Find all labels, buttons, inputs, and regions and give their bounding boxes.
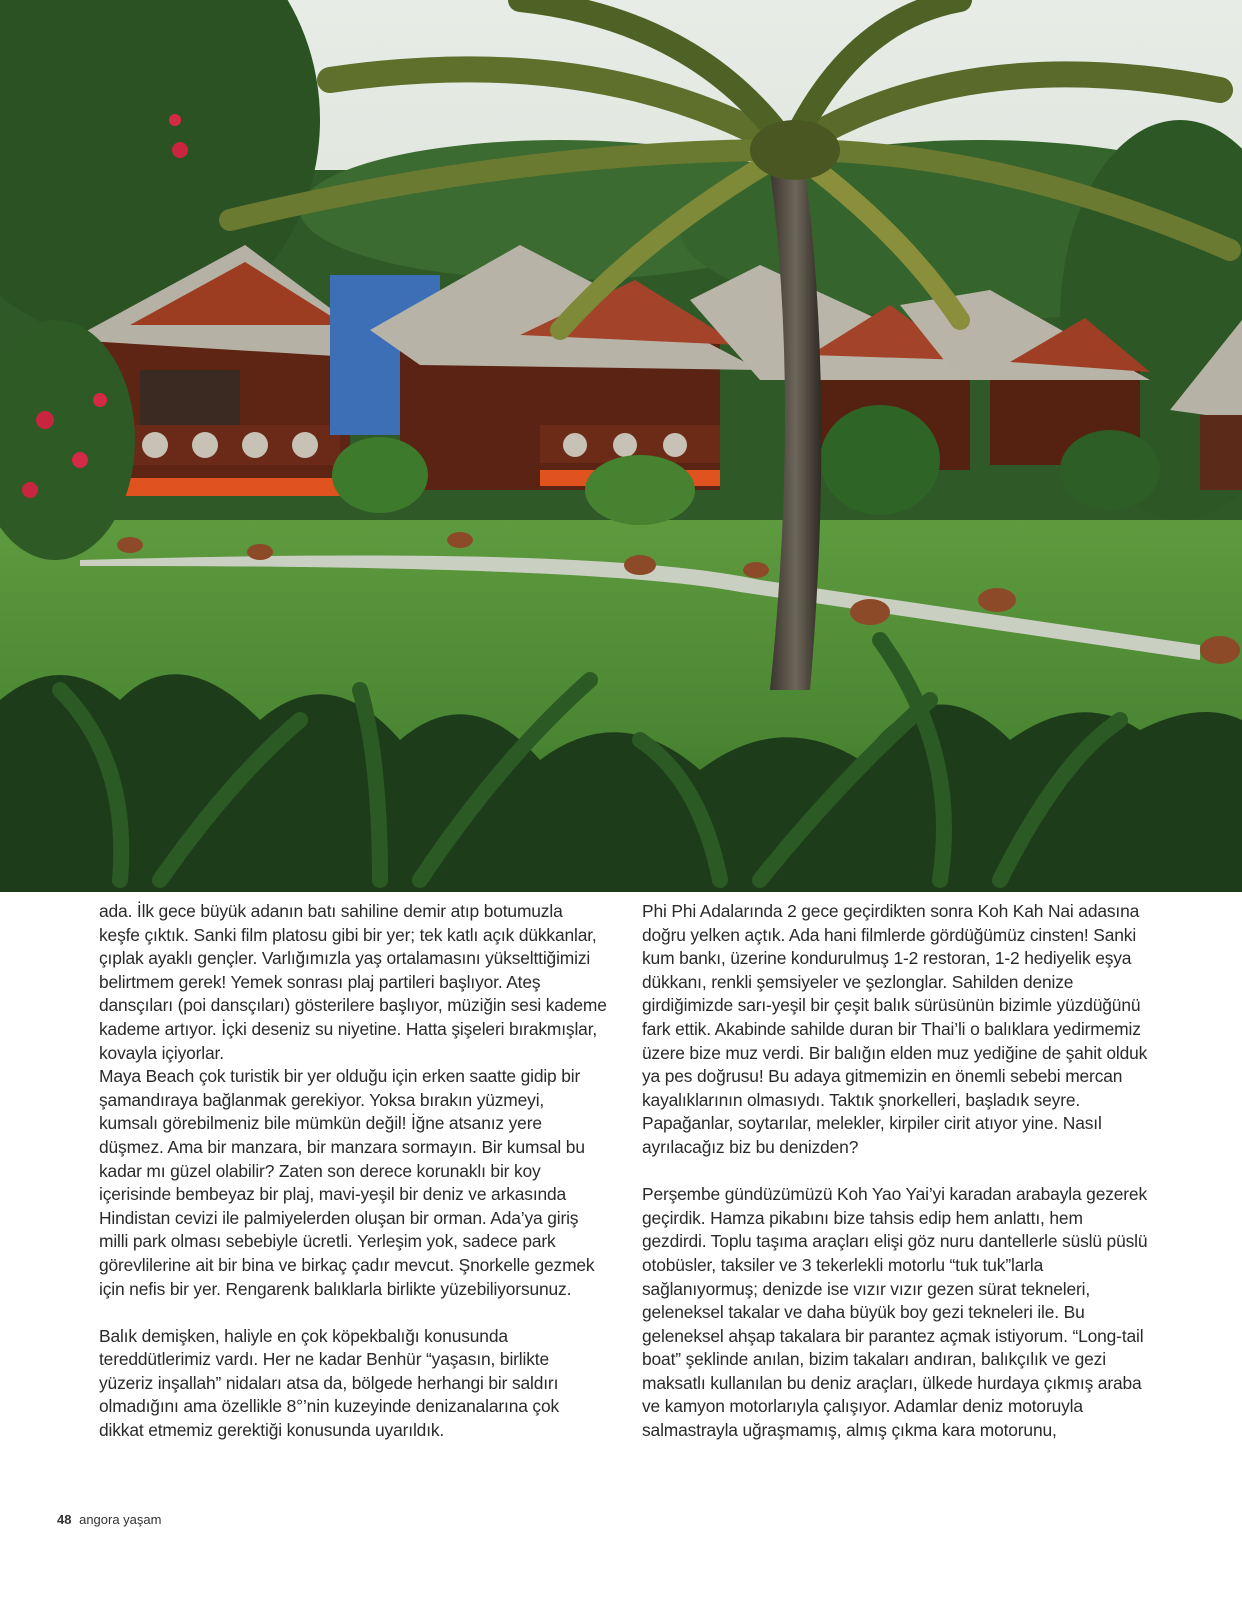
article-paragraph: Perşembe gündüzümüzü Koh Yao Yai’yi karadan arabayla gezerek geçirdik. Hamza pikabını bize tahsis edip hem anlattı, hem gezdirdi. Toplu taşıma araçları elişi göz nuru dantellerle süslü püslü otobüsler, taksiler ve 3 tekerlekli motorlu “tuk tuk”larla sağlanıyormuş; denizde ise vızır vızır gezen sürat tekneleri, geleneksel takalar ve daha büyük boy gezi tekneleri ile. Bu geleneksel ahşap takalara bir parantez açmak istiyorum. “Long-tail boat” şeklinde anılan, bizim takaları andıran, balıkçılık ve gezi maksatlı kullanılan bu deniz araçları, ülkede hurdaya çıkmış araba ve kamyon motorlarıyla çalışıyor. Adamlar deniz motoruyla salmastrayla uğraşmamış, almış çıkma kara motorunu, [642,1184,1148,1441]
article-paragraph: ada. İlk gece büyük adanın batı sahiline demir atıp botumuzla keşfe çıktık. Sanki film platosu gibi bir yer; tek katlı açık dükkanlar, çıplak ayaklı gençler. Varlığımızla yaş ortalamasını yükselttiğimizi belirtmem gerek! Yemek sonrası plaj partileri başlıyor. Ateş dansçıları (poi dansçıları) gösterilere başlıyor, müziğin sesi kademe kademe artıyor. İçki deseniz su niyetine. Hatta şişeleri bırakmışlar, kovayla içiyorlar. [99,901,607,1063]
page-footer [57,1512,161,1527]
article-paragraph: Balık demişken, haliyle en çok köpekbalığı konusunda tereddütlerimiz vardı. Her ne kadar Benhür “yaşasın, birlikte yüzeriz inşallah” nidaları atsa da, bölgede herhangi bir saldırı olmadığını ama özellikle 8°’nin kuzeyinde denizanalarına çok dikkat etmemiz gerektiği konusunda uyarıldık. [99,1325,560,1441]
article-column-left [99,900,607,1443]
article-paragraph: Phi Phi Adalarında 2 gece geçirdikten sonra Koh Kah Nai adasına doğru yelken açtık. Ada hani filmlerde gördüğümüz cinsten! Sanki kum bankı, üzerine kondurulmuş 1-2 restoran, 1-2 hediyelik eşya dükkanı, renkli şemsiyeler ve şezlonglar. Sahilden denize girdiğimizde sarı-yeşil bir çeşit balık sürüsünün bizimle yüzdüğünü fark ettik. Akabinde sahilde duran bir Thai’li o balıklara yedirmemiz üzere bize muz verdi. Bir balığın elden muz yediğine de şahit olduk ya pes doğrusu! Bu adaya gitmemizin en önemli sebebi mercan kayalıklarının olmasıydı. Taktık şnorkelleri, başladık seyre. Papağanlar, soytarılar, melekler, kirpiler cirit atıyor yine. Nasıl ayrılacağız biz bu denizden? [642,901,1148,1157]
article-paragraph: Maya Beach çok turistik bir yer olduğu için erken saatte gidip bir şamandıraya bağlanmak gerekiyor. Yoksa bırakın yüzmeyi, kumsalı görebilmeniz bile mümkün değil! İğne atsanız yere düşmez. Ama bir manzara, bir manzara sormayın. Bir kumsal bu kadar mı güzel olabilir? Zaten son derece korunaklı bir koy içerisinde bembeyaz bir plaj, mavi-yeşil bir deniz ve arkasında Hindistan cevizi ile palmiyelerden oluşan bir orman. Ada’ya giriş milli park olması sebebiyle ücretli. Yerleşim yok, sadece park görevlilerine ait bir bina ve birkaç çadır mevcut. Şnorkelle gezmek için nefis bir yer. Rengarenk balıklarla birlikte yüzebiliyorsunuz. [99,1066,595,1299]
page-number: 48 [57,1512,72,1527]
magazine-name: angora yaşam [79,1512,162,1527]
article-column-right [642,900,1150,1443]
